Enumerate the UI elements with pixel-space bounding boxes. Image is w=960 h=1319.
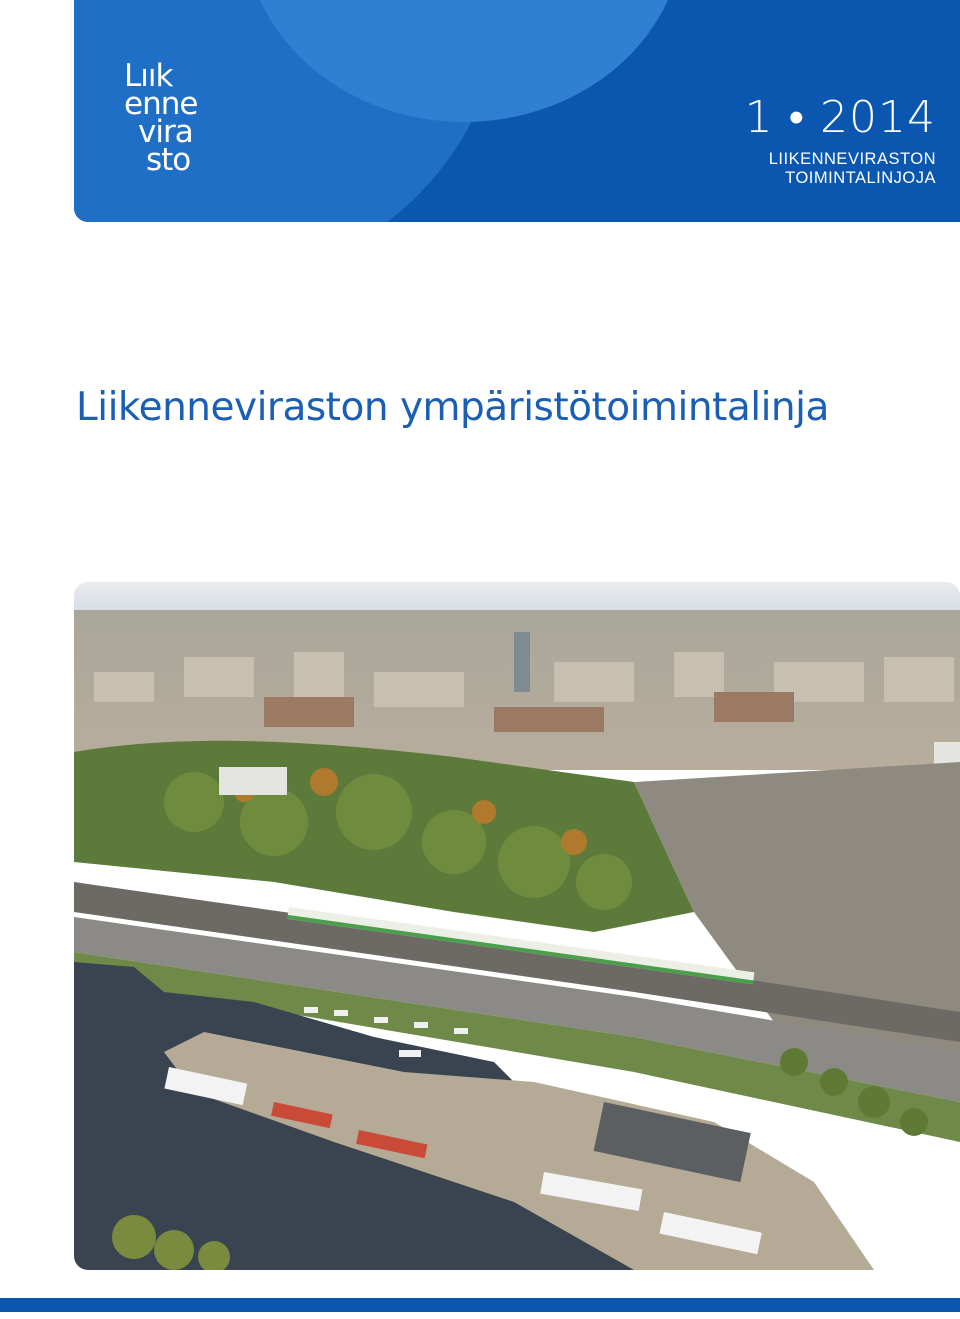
series-block (745, 94, 936, 188)
logo-line: sto (146, 142, 191, 178)
logo-line: enne (124, 86, 198, 122)
issue-number: 1 • 2014 (744, 92, 936, 143)
logo-line: vira (138, 114, 193, 150)
logo-line: Lıık (124, 58, 173, 94)
cover-photo (74, 582, 960, 1270)
footer-stripe (0, 1298, 960, 1312)
series-name-line2: TOIMINTALINJOJA (785, 169, 936, 187)
agency-logo (124, 58, 198, 178)
series-name-line1: LIIKENNEVIRASTON (768, 150, 936, 168)
document-title: Liikenneviraston ympäristötoimintalinja (76, 385, 829, 430)
header-banner (74, 0, 960, 222)
